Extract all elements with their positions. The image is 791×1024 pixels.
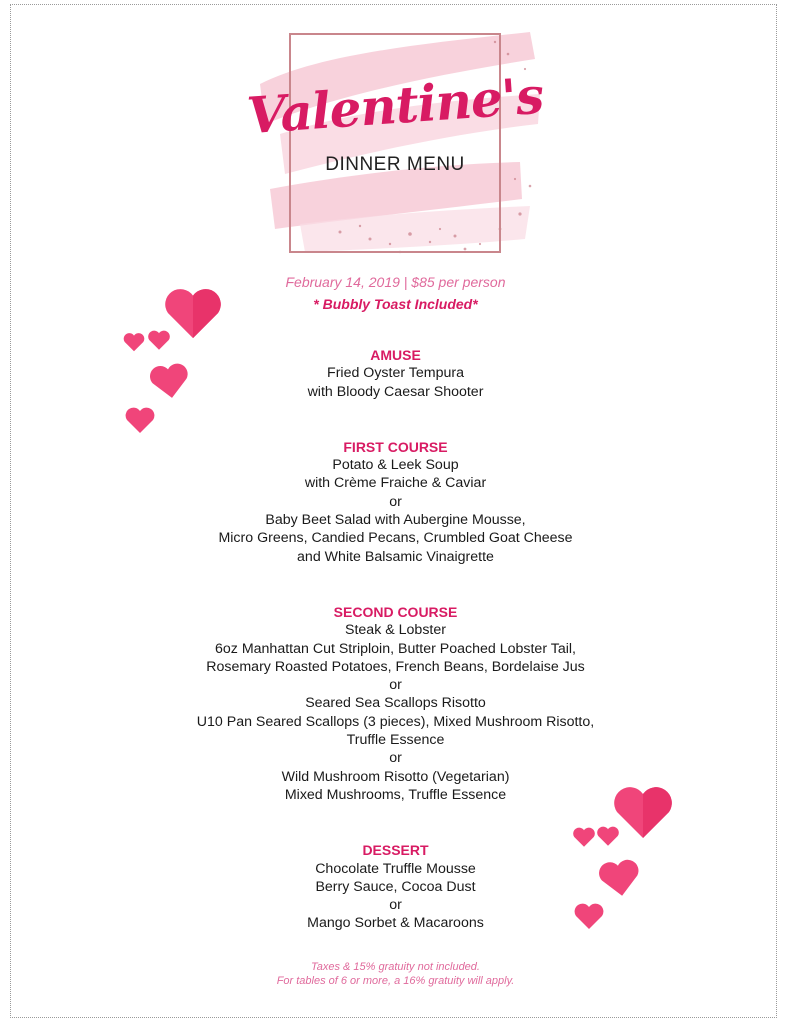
section-title: DESSERT [362, 842, 429, 859]
section-amuse [0, 346, 791, 401]
menu-line: Mixed Mushrooms, Truffle Essence [284, 786, 507, 803]
footer-tax-note: Taxes & 15% gratuity not included. [311, 961, 480, 973]
section-dessert [0, 841, 791, 932]
menu-line: with Crème Fraiche & Caviar [304, 475, 487, 492]
heart-icon [572, 902, 606, 930]
menu-line: Truffle Essence [346, 732, 445, 749]
heart-icon [598, 858, 642, 898]
section-second-course [0, 603, 791, 804]
menu-line: Wild Mushroom Risotto (Vegetarian) [281, 768, 510, 785]
menu-line: and White Balsamic Vinaigrette [297, 548, 494, 565]
menu-line: or [389, 750, 402, 767]
menu-line: Micro Greens, Candied Pecans, Crumbled Goat Cheese [218, 530, 573, 547]
menu-line: Berry Sauce, Cocoa Dust [315, 878, 476, 895]
menu-line: or [389, 493, 402, 510]
menu-line: Baby Beet Salad with Aubergine Mousse, [265, 512, 526, 529]
menu-line: U10 Pan Seared Scallops (3 pieces), Mixed Mushroom Risotto, [196, 713, 595, 730]
heart-icon [149, 362, 191, 400]
section-title: SECOND COURSE [333, 603, 458, 620]
menu-line: Mango Sorbet & Macaroons [307, 915, 484, 932]
menu-line: Seared Sea Scallops Risotto [305, 695, 486, 712]
section-first-course [0, 438, 791, 566]
menu-line: Rosemary Roasted Potatoes, French Beans, Bordelaise Jus [206, 658, 585, 675]
event-date-price: February 14, 2019 | $85 per person [285, 274, 506, 290]
heart-icon [147, 329, 171, 351]
menu-line: or [389, 897, 402, 914]
logo [240, 14, 550, 264]
script-title: Valentine's [245, 65, 545, 146]
section-title: FIRST COURSE [343, 438, 448, 455]
menu-line: or [389, 677, 402, 694]
bubbly-toast-note: * Bubbly Toast Included* [313, 296, 478, 312]
section-title: AMUSE [370, 347, 421, 363]
menu-line: with Bloody Caesar Shooter [307, 383, 484, 400]
menu-line: Steak & Lobster [345, 622, 446, 639]
menu-line: Fried Oyster Tempura [327, 365, 464, 382]
footer-note [0, 961, 791, 988]
menu-line: Chocolate Truffle Mousse [315, 860, 476, 877]
heart-icon [123, 406, 157, 434]
menu-line: Potato & Leek Soup [332, 457, 459, 474]
heart-icon [122, 332, 146, 352]
heart-icon [572, 826, 596, 848]
menu-body [0, 346, 791, 933]
menu-line: 6oz Manhattan Cut Striploin, Butter Poached Lobster Tail, [215, 640, 576, 657]
heart-icon [596, 825, 620, 847]
footer-gratuity-note: For tables of 6 or more, a 16% gratuity will apply. [276, 974, 515, 987]
menu-subtitle: DINNER MENU [325, 154, 465, 175]
